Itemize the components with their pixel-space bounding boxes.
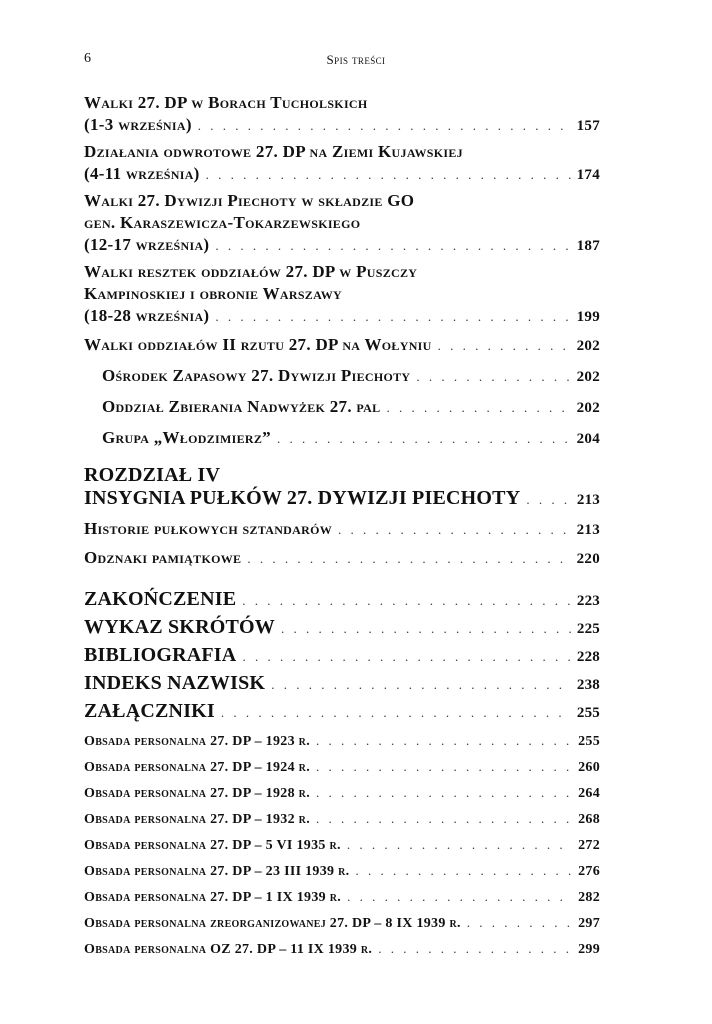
toc-entry-line: Walki resztek oddziałów 27. DP w Puszczy [84,262,418,281]
toc-subentry [84,427,600,450]
page-ref: 199 [576,309,600,325]
page-ref: 299 [578,942,600,957]
page-ref: 204 [576,431,600,447]
section-entry [84,700,600,725]
toc-entry [84,190,600,257]
toc-subentry-label: Grupa „Włodzimierz” [102,428,271,447]
page-ref: 174 [576,167,600,183]
toc-entry-line: (12-17 września) [84,235,210,254]
section-entry [84,672,600,697]
toc-entry [84,334,600,357]
toc-subentry-label: Oddział Zbierania Nadwyżek 27. pal [102,397,381,416]
page-ref: 276 [578,864,600,879]
page-ref: 238 [576,677,600,693]
appendix-label: Obsada personalna OZ 27. DP – 11 IX 1939 r. [84,942,373,957]
toc-entry-line: (4-11 września) [84,164,200,183]
section-label: ZAKOŃCZENIE [84,588,237,610]
running-head: Spis treści [326,52,386,67]
page-ref: 268 [578,812,600,827]
toc-subentry [84,365,600,388]
page-ref: 213 [576,522,600,538]
appendix-entry [84,940,600,959]
appendix-label: Obsada personalna 27. DP – 1 IX 1939 r. [84,890,342,905]
section-label: INDEKS NAZWISK [84,672,266,694]
page-ref: 255 [576,705,600,721]
page-ref: 255 [578,734,600,749]
section-label: WYKAZ SKRÓTÓW [84,616,275,638]
page-ref: 223 [576,593,600,609]
appendix-label: Obsada personalna 27. DP – 1928 r. [84,786,310,801]
appendix-label: Obsada personalna 27. DP – 1932 r. [84,812,310,827]
chapter-heading [84,464,600,512]
appendix-label: Obsada personalna 27. DP – 5 VI 1935 r. [84,838,341,853]
toc-entry [84,518,600,541]
page-ref: 272 [578,838,600,853]
section-entry [84,644,600,669]
toc-entry-label: Historie pułkowych sztandarów [84,519,333,538]
toc-entry-line: Kampinoskiej i obronie Warszawy [84,284,342,303]
section-entry [84,588,600,613]
appendix-entry [84,862,600,881]
appendix-entry [84,836,600,855]
appendix-label: Obsada personalna zreorganizowanej 27. DP – 8 IX 1939 r. [84,916,461,931]
toc-entry-line: (1-3 września) [84,115,192,134]
page-ref: 202 [576,400,600,416]
page-ref: 213 [576,492,600,508]
toc-entry-line: Walki oddziałów II rzutu 27. DP na Wołyniu [84,335,432,354]
section-label: ZAŁĄCZNIKI [84,700,215,722]
table-of-contents [84,92,600,959]
page-ref: 297 [578,916,600,931]
section-label: BIBLIOGRAFIA [84,644,237,666]
chapter-number: ROZDZIAŁ IV [84,464,221,486]
page-ref: 225 [576,621,600,637]
page-ref: 187 [576,238,600,254]
appendix-entry [84,758,600,777]
chapter-title: INSYGNIA PUŁKÓW 27. DYWIZJI PIECHOTY [84,487,521,509]
appendix-entry [84,914,600,933]
toc-entry-line: gen. Karaszewicza-Tokarzewskiego [84,213,361,232]
appendix-entry [84,732,600,751]
page-ref: 228 [576,649,600,665]
appendix-label: Obsada personalna 27. DP – 1923 r. [84,734,310,749]
page-ref: 220 [576,551,600,567]
toc-entry-line: (18-28 września) [84,306,210,325]
toc-entry [84,261,600,328]
appendix-label: Obsada personalna 27. DP – 1924 r. [84,760,310,775]
appendix-entry [84,784,600,803]
toc-entry-label: Odznaki pamiątkowe [84,548,242,567]
page-ref: 202 [576,338,600,354]
page-ref: 202 [576,369,600,385]
appendix-entry [84,888,600,907]
toc-subentry [84,396,600,419]
page-ref: 264 [578,786,600,801]
toc-entry [84,92,600,137]
toc-entry-line: Działania odwrotowe 27. DP na Ziemi Kujawskiej [84,142,463,161]
page-ref: 282 [578,890,600,905]
page-ref: 157 [576,118,600,134]
toc-subentry-label: Ośrodek Zapasowy 27. Dywizji Piechoty [102,366,411,385]
page-number: 6 [84,51,91,66]
toc-entry [84,141,600,186]
appendix-label: Obsada personalna 27. DP – 23 III 1939 r. [84,864,350,879]
toc-entry [84,547,600,570]
toc-entry-line: Walki 27. DP w Borach Tucholskich [84,93,368,112]
toc-entry-line: Walki 27. Dywizji Piechoty w składzie GO [84,191,415,210]
page-ref: 260 [578,760,600,775]
section-entry [84,616,600,641]
appendix-entry [84,810,600,829]
